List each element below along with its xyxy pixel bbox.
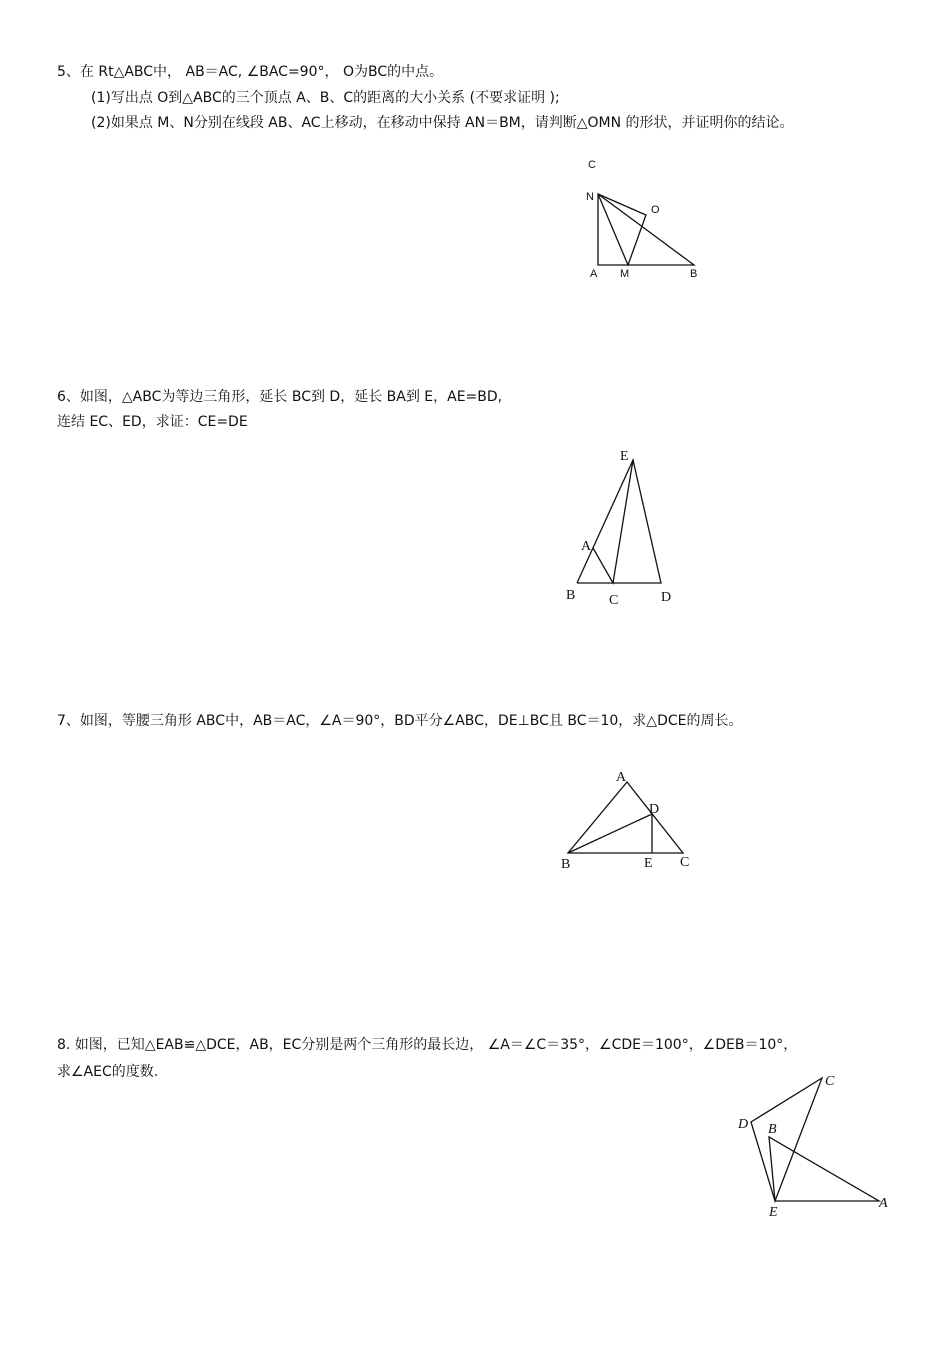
label-b: B (566, 588, 576, 603)
label-n: N (586, 191, 594, 203)
problem-6-figure (560, 440, 685, 610)
label-m: M (620, 268, 630, 280)
label-c: C (609, 593, 619, 608)
label-b: B (690, 268, 698, 280)
segment-bd (568, 814, 652, 853)
problem-5-part-1: (1)写出点 O到△ABC的三个顶点 A、B、C的距离的大小关系 (不要求证明 ); (91, 90, 560, 106)
triangle-eab (769, 1137, 879, 1201)
problem-7-figure (555, 765, 700, 880)
problem-6-statement-2: 连结 EC、ED，求证：CE=DE (57, 414, 248, 430)
triangle-abc (568, 782, 683, 853)
problem-7-statement: 7、如图，等腰三角形 ABC中，AB＝AC，∠A＝90°，BD平分∠ABC，DE⊥BC且 BC＝10，求△DCE的周长。 (57, 713, 743, 729)
label-d: D (649, 802, 660, 817)
label-a: A (879, 1196, 888, 1211)
label-o: O (651, 204, 660, 216)
label-a: A (590, 268, 598, 280)
problem-6-statement: 6、如图，△ABC为等边三角形，延长 BC到 D，延长 BA到 E，AE=BD, (57, 389, 503, 405)
problem-5-statement: 5、在 Rt△ABC中， AB＝AC, ∠BAC=90°， O为BC的中点。 (57, 64, 444, 80)
triangle-dce (751, 1078, 822, 1201)
label-e: E (644, 856, 653, 871)
problem-8-figure (730, 1065, 895, 1225)
label-e: E (769, 1205, 778, 1220)
segments-ac-ce (593, 460, 633, 583)
triangle-omn (598, 194, 646, 265)
label-b: B (561, 857, 571, 872)
problem-5-part-2: (2)如果点 M、N分别在线段 AB、AC上移动，在移动中保持 AN＝BM，请判断△OMN 的形状，并证明你的结论。 (91, 115, 794, 131)
problem-8-statement: 8. 如图，已知△EAB≌△DCE，AB，EC分别是两个三角形的最长边， ∠A＝∠C＝35°，∠CDE＝100°，∠DEB＝10°， (57, 1037, 798, 1053)
label-e: E (620, 449, 629, 464)
label-d: D (738, 1117, 749, 1132)
label-c: C (588, 159, 596, 171)
problem-5-figure (580, 155, 710, 285)
label-a: A (616, 770, 627, 785)
label-a: A (581, 539, 592, 554)
label-d: D (661, 590, 672, 605)
label-b: B (768, 1122, 777, 1137)
label-c: C (680, 855, 690, 870)
label-c: C (825, 1074, 835, 1089)
problem-8-statement-2: 求∠AEC的度数. (57, 1064, 159, 1080)
triangle-ebd (577, 460, 661, 583)
